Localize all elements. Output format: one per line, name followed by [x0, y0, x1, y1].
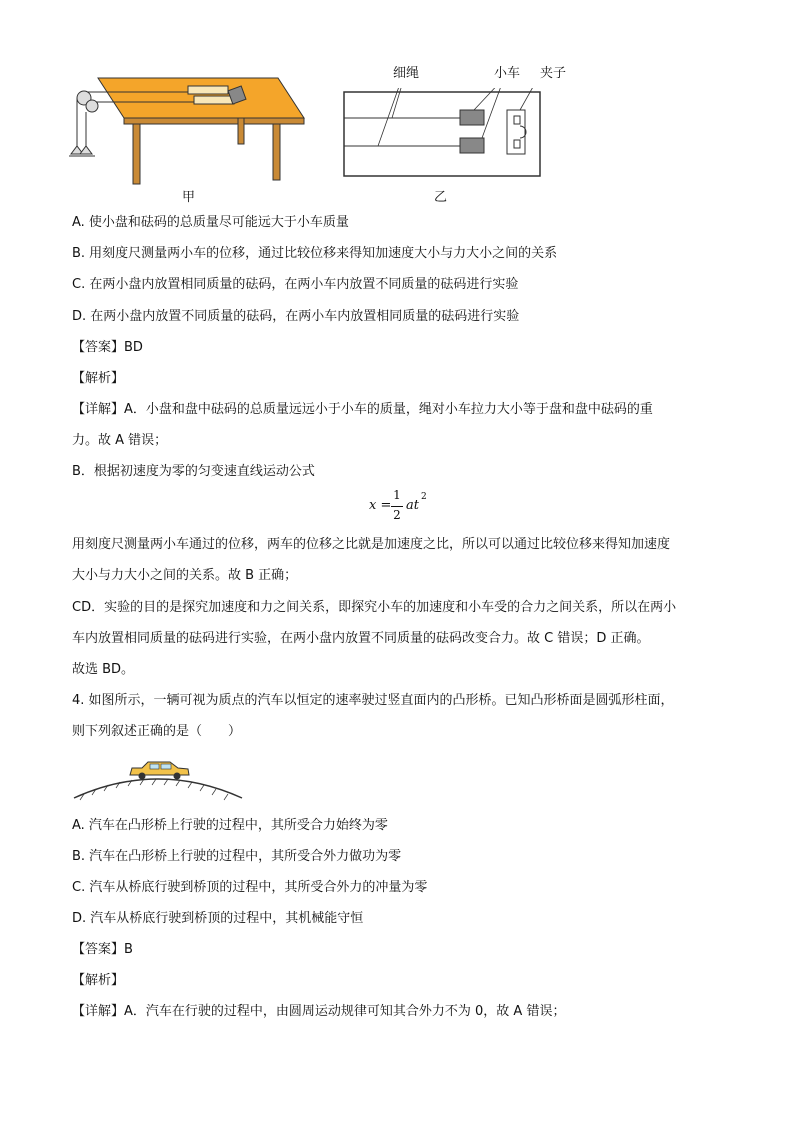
- formula-lhs: x =: [369, 498, 392, 513]
- q3-option-c: C. 在两小盘内放置相同质量的砝码，在两小车内放置不同质量的砝码进行实验: [72, 277, 519, 292]
- q3-option-a: A. 使小盘和砝码的总质量尽可能远大于小车质量: [72, 215, 349, 230]
- q3-detail-3: B．根据初速度为零的匀变速直线运动公式: [72, 464, 315, 479]
- q4-detail-1: 【详解】A．汽车在行驶的过程中，由圆周运动规律可知其合外力不为 0，故 A 错误；: [72, 1004, 566, 1019]
- figure-label-rope: 细绳: [393, 66, 420, 81]
- q4-option-c: C. 汽车从桥底行驶到桥顶的过程中，其所受合外力的冲量为零: [72, 880, 428, 895]
- q3-analysis-title: 【解析】: [72, 371, 125, 386]
- formula-fraction-bar: [391, 506, 403, 507]
- q4-option-d: D. 汽车从桥底行驶到桥顶的过程中，其机械能守恒: [72, 911, 364, 926]
- q3-option-d: D. 在两小盘内放置不同质量的砝码，在两小车内放置相同质量的砝码进行实验: [72, 309, 520, 324]
- q3-detail-4: 用刻度尺测量两小车通过的位移，两车的位移之比就是加速度之比，所以可以通过比较位移来得知加速度: [72, 537, 671, 552]
- figure-convex-bridge: [70, 756, 250, 804]
- figure-top-view: [342, 88, 552, 188]
- figure-label-cart: 小车: [494, 66, 521, 81]
- q3-detail-2: 力。故 A 错误；: [72, 433, 168, 448]
- q3-detail-6: CD．实验的目的是探究加速度和力之间关系，即探究小车的加速度和小车受的合力之间关系，所以在两小: [72, 600, 677, 615]
- q3-detail-1: 【详解】A．小盘和盘中砝码的总质量远远小于小车的质量，绳对小车拉力大小等于盘和盘中砝码的重: [72, 402, 653, 417]
- figure-label-yi: 乙: [434, 190, 448, 205]
- q4-stem-line-2: 则下列叙述正确的是（ ）: [72, 724, 242, 739]
- q3-detail-5: 大小与力大小之间的关系。故 B 正确；: [72, 568, 298, 583]
- q4-answer: 【答案】B: [72, 942, 133, 957]
- q3-detail-8: 故选 BD。: [72, 662, 135, 677]
- q4-option-b: B. 汽车在凸形桥上行驶的过程中，其所受合外力做功为零: [72, 849, 402, 864]
- figure-label-jia: 甲: [182, 190, 196, 205]
- q4-stem-line-1: 4. 如图所示，一辆可视为质点的汽车以恒定的速率驶过竖直面内的凸形桥。已知凸形桥面是圆弧形柱面，: [72, 693, 674, 708]
- q3-answer: 【答案】BD: [72, 340, 143, 355]
- formula-numerator: 1: [393, 488, 401, 502]
- q3-detail-7: 车内放置相同质量的砝码进行实验，在两小盘内放置不同质量的砝码改变合力。故 C 错误；D 正确。: [72, 631, 650, 646]
- q4-analysis-title: 【解析】: [72, 973, 125, 988]
- formula-exponent: 2: [421, 492, 427, 502]
- formula-denominator: 2: [393, 508, 401, 522]
- figure-table-apparatus: [68, 68, 308, 188]
- formula-rhs: at: [406, 498, 419, 513]
- q4-option-a: A. 汽车在凸形桥上行驶的过程中，其所受合力始终为零: [72, 818, 388, 833]
- figure-label-clip: 夹子: [540, 66, 567, 81]
- q3-option-b: B. 用刻度尺测量两小车的位移，通过比较位移来得知加速度大小与力大小之间的关系: [72, 246, 558, 261]
